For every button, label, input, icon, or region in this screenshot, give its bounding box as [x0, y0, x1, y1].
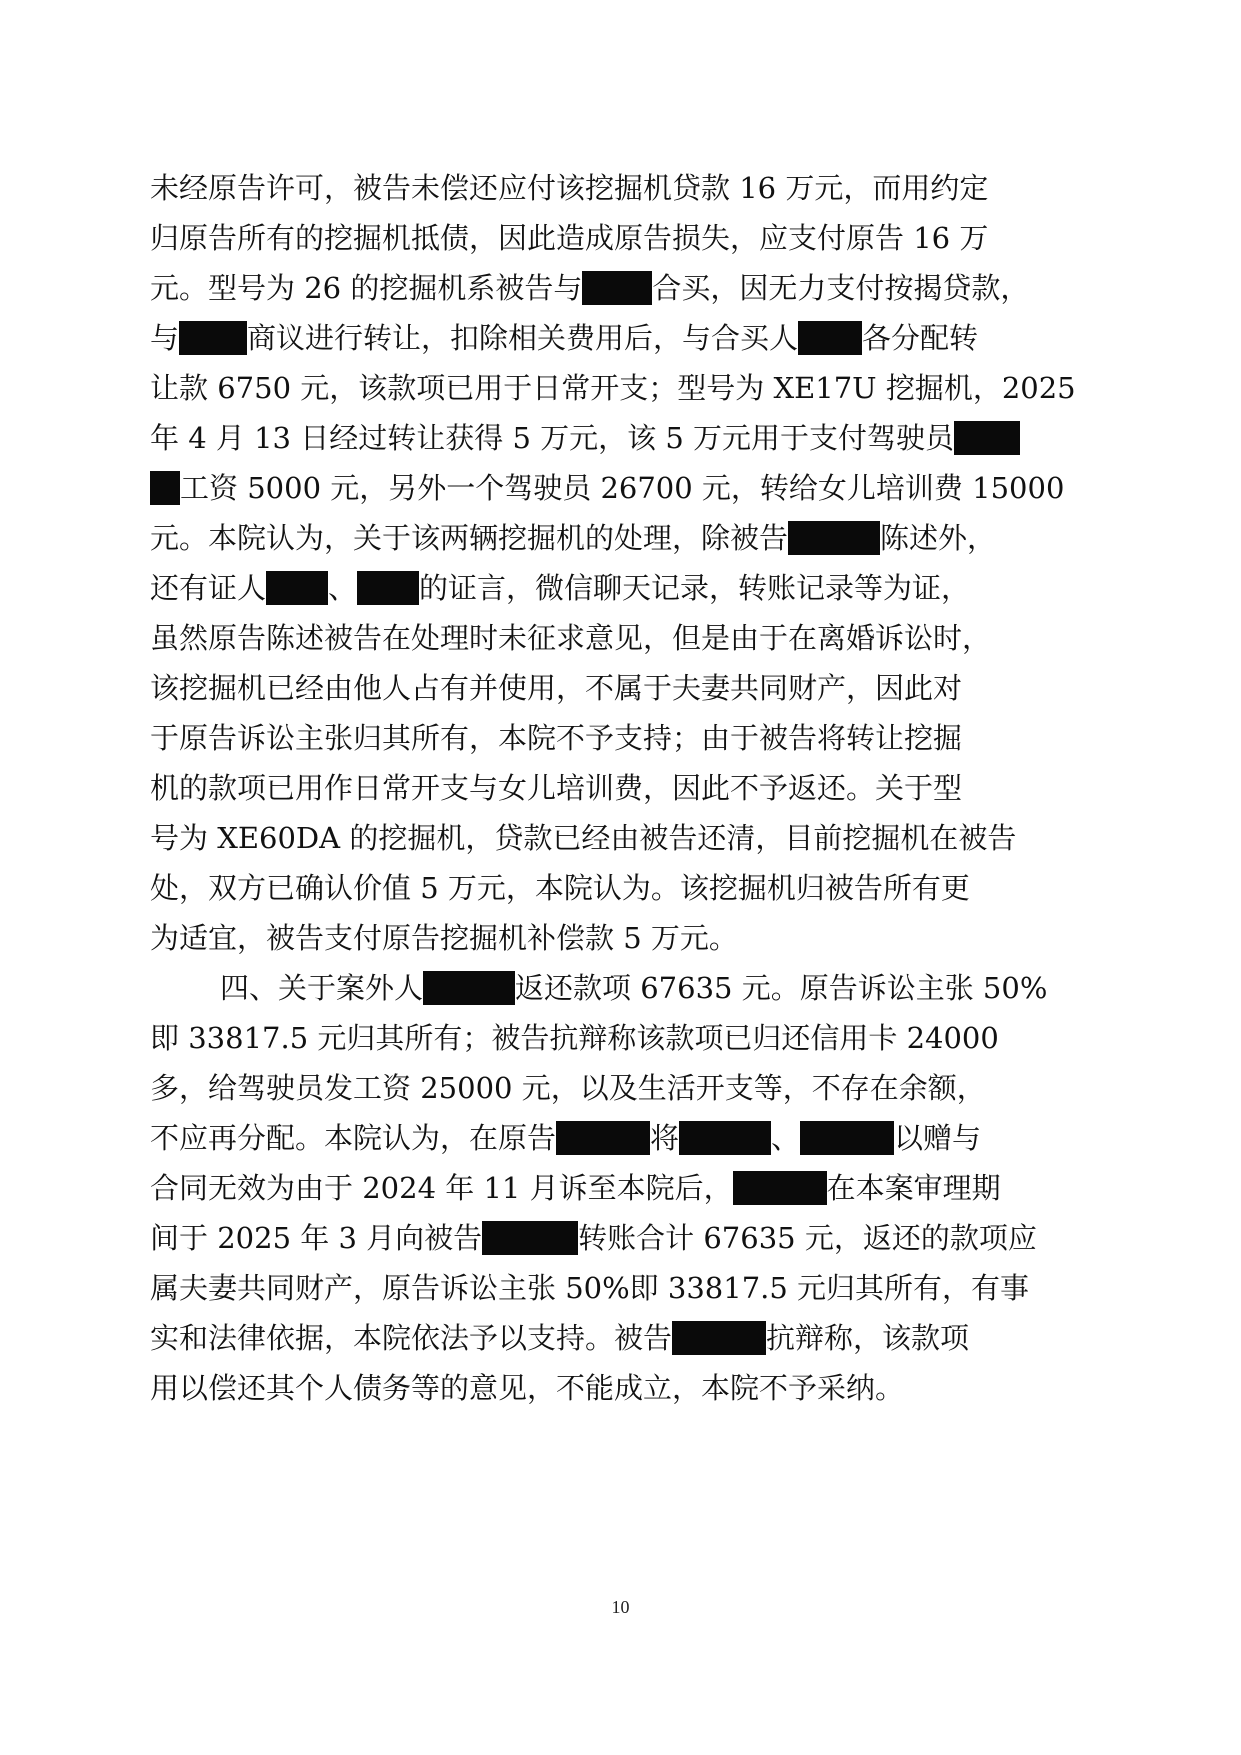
text-segment: 合同无效为由于 2024 年 11 月诉至本院后， — [150, 1171, 733, 1205]
text-line — [150, 618, 1090, 658]
text-segment: 以赠与 — [894, 1121, 982, 1155]
text-segment: 实和法律依据，本院依法予以支持。被告 — [150, 1321, 673, 1355]
redaction-box — [150, 471, 180, 505]
redaction-box — [423, 971, 515, 1005]
text-line — [150, 1018, 1090, 1058]
text-line — [150, 668, 1090, 708]
text-line — [150, 818, 1090, 858]
text-line — [150, 1218, 1090, 1258]
text-segment: 未经原告许可，被告未偿还应付该挖掘机贷款 16 万元，而用约定 — [150, 171, 989, 205]
text-segment: 让款 6750 元，该款项已用于日常开支；型号为 XE17U 挖掘机，2025 — [150, 371, 1076, 405]
text-segment: 于原告诉讼主张归其所有，本院不予支持；由于被告将转让挖掘 — [150, 721, 963, 755]
text-segment: 工资 5000 元，另外一个驾驶员 26700 元，转给女儿培训费 15000 — [180, 471, 1065, 505]
text-line — [150, 718, 1090, 758]
text-segment: 元。型号为 26 的挖掘机系被告与 — [150, 271, 583, 305]
text-segment: 号为 XE60DA 的挖掘机，贷款已经由被告还清，目前挖掘机在被告 — [150, 821, 1017, 855]
redaction-box — [357, 571, 419, 605]
text-segment: 不应再分配。本院认为，在原告 — [150, 1121, 557, 1155]
text-segment: 返还款项 67635 元。原告诉讼主张 50% — [515, 971, 1048, 1005]
text-segment: 在本案审理期 — [826, 1171, 1001, 1205]
page-number: 10 — [611, 1597, 630, 1617]
text-line — [150, 1168, 1090, 1208]
redaction-box — [679, 1121, 771, 1155]
text-line — [150, 1118, 1090, 1158]
text-segment: 与 — [150, 321, 180, 355]
text-line — [150, 518, 1090, 558]
text-line — [150, 318, 1090, 358]
text-segment: 四、关于案外人 — [220, 971, 424, 1005]
text-segment: 合买，因无力支付按揭贷款， — [652, 271, 1030, 305]
text-line — [150, 468, 1090, 508]
redaction-box — [179, 321, 247, 355]
text-segment: 归原告所有的挖掘机抵债，因此造成原告损失，应支付原告 16 万 — [150, 221, 989, 255]
text-segment: 为适宜，被告支付原告挖掘机补偿款 5 万元。 — [150, 921, 738, 955]
redaction-box — [800, 1121, 894, 1155]
text-line — [150, 1268, 1090, 1308]
redaction-box — [733, 1171, 827, 1205]
redaction-box — [788, 521, 880, 555]
text-segment: 将 — [650, 1121, 680, 1155]
text-segment: 抗辩称，该款项 — [766, 1321, 970, 1355]
redaction-box — [556, 1121, 650, 1155]
text-segment: 属夫妻共同财产，原告诉讼主张 50%即 33817.5 元归其所有，有事 — [150, 1271, 1030, 1305]
text-segment: 处，双方已确认价值 5 万元，本院认为。该挖掘机归被告所有更 — [150, 871, 970, 905]
text-line — [150, 868, 1090, 908]
text-segment: 机的款项已用作日常开支与女儿培训费，因此不予返还。关于型 — [150, 771, 963, 805]
text-segment: 元。本院认为，关于该两辆挖掘机的处理，除被告 — [150, 521, 789, 555]
redaction-box — [672, 1321, 766, 1355]
text-segment: 该挖掘机已经由他人占有并使用，不属于夫妻共同财产，因此对 — [150, 671, 963, 705]
text-segment: 陈述外， — [880, 521, 997, 555]
text-line — [150, 418, 1090, 458]
text-segment: 还有证人 — [150, 571, 267, 605]
text-line — [150, 918, 1090, 958]
redaction-box — [954, 421, 1020, 455]
text-segment: 即 33817.5 元归其所有；被告抗辩称该款项已归还信用卡 24000 — [150, 1021, 999, 1055]
text-line — [150, 268, 1090, 308]
text-line — [150, 368, 1090, 408]
text-segment: 的证言，微信聊天记录，转账记录等为证， — [419, 571, 971, 605]
redaction-box — [266, 571, 328, 605]
redaction-box — [482, 1221, 578, 1255]
text-line — [150, 218, 1090, 258]
text-segment: 各分配转 — [862, 321, 979, 355]
text-line — [150, 568, 1090, 608]
text-segment: 商议进行转让，扣除相关费用后，与合买人 — [247, 321, 799, 355]
text-segment: 虽然原告陈述被告在处理时未征求意见，但是由于在离婚诉讼时， — [150, 621, 992, 655]
text-segment: 年 4 月 13 日经过转让获得 5 万元，该 5 万元用于支付驾驶员 — [150, 421, 955, 455]
redaction-box — [798, 321, 862, 355]
text-line — [150, 168, 1090, 208]
text-line — [150, 1368, 1090, 1408]
text-segment: 、 — [771, 1121, 801, 1155]
text-segment: 多，给驾驶员发工资 25000 元，以及生活开支等，不存在余额， — [150, 1071, 986, 1105]
text-segment: 、 — [328, 571, 358, 605]
redaction-box — [582, 271, 652, 305]
text-line — [150, 1068, 1090, 1108]
text-segment: 转账合计 67635 元，返还的款项应 — [578, 1221, 1037, 1255]
text-line — [150, 1318, 1090, 1358]
text-segment: 间于 2025 年 3 月向被告 — [150, 1221, 483, 1255]
text-segment: 用以偿还其个人债务等的意见，不能成立，本院不予采纳。 — [150, 1371, 905, 1405]
text-line — [150, 768, 1090, 808]
paragraph-first-line — [220, 968, 1090, 1008]
